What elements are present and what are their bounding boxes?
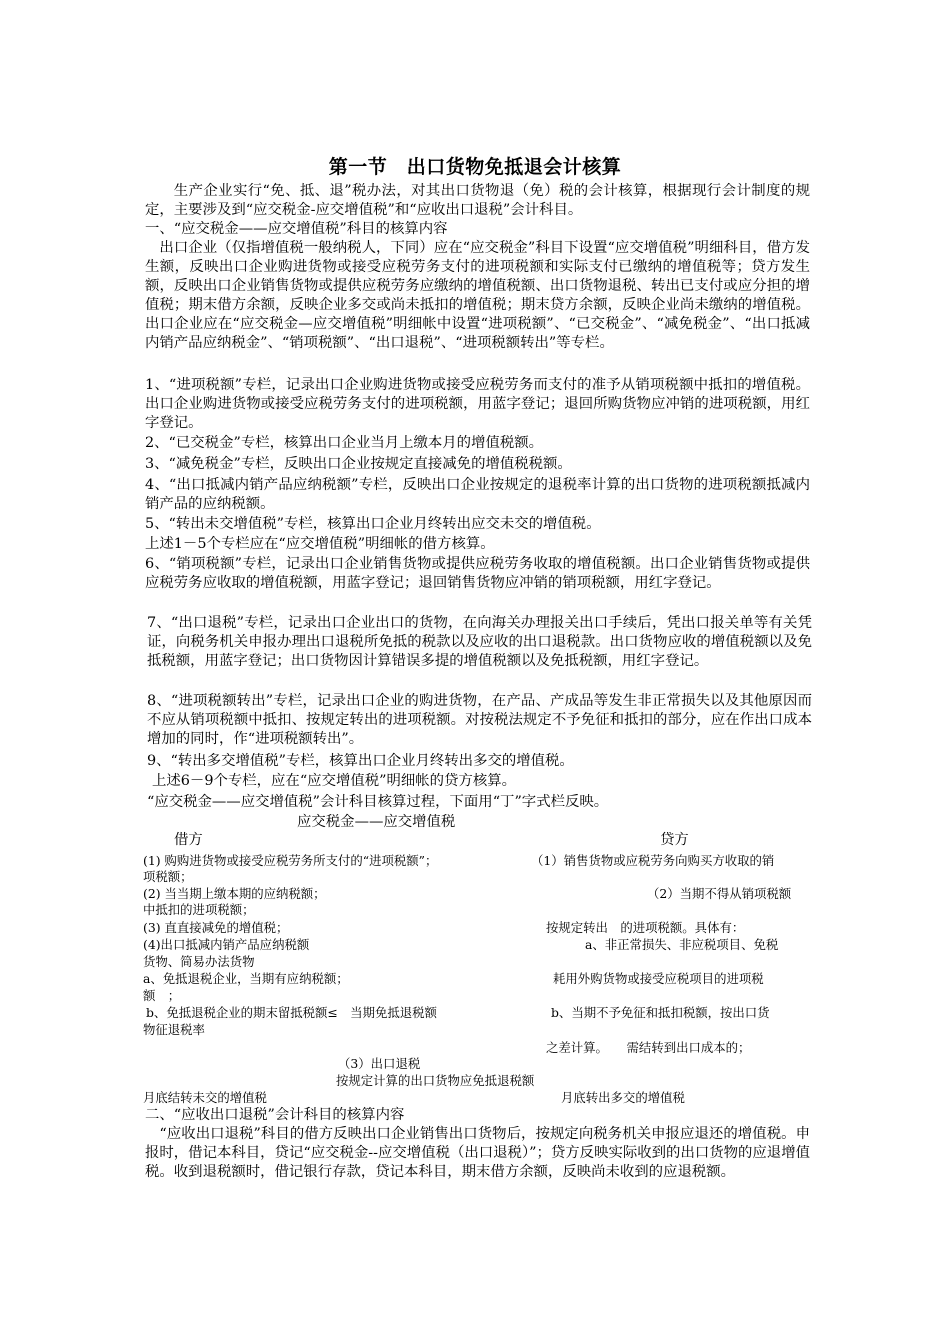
note-credit-columns: 上述6－9个专栏，应在“应交增值税”明细帐的贷方核算。 xyxy=(152,773,517,789)
item-3: 3、“减免税金”专栏，反映出口企业按规定直接减免的增值税税额。 xyxy=(145,456,572,472)
intro-paragraph: 生产企业实行“免、抵、退”税办法，对其出口货物退（免）税的会计核算，根据现行会计制度的规定，主要涉及到“应交税金-应交增值税”和“应收出口退税”会计科目。 xyxy=(145,183,810,218)
debit-line-5: a、免抵退税企业，当期有应纳税额； xyxy=(143,971,349,986)
credit-line-4: a、非正常损失、非应税项目、免税 xyxy=(585,937,779,952)
credit-line-6: b、当期不予免征和抵扣税额，按出口货 xyxy=(551,1005,770,1020)
debit-closing-line: 月底结转未交的增值税 xyxy=(143,1090,267,1105)
credit-line-3: 按规定转出 的进项税额。具体有： xyxy=(546,920,745,935)
t-account-debit-label: 借方 xyxy=(174,832,203,848)
item-2: 2、“已交税金”专栏，核算出口企业当月上缴本月的增值税额。 xyxy=(145,435,544,451)
item-1: 1、“进项税额”专栏，记录出口企业购进货物或接受应税劳务而支付的准予从销项税额中抵扣的增值税。出口企业购进货物或接受应税劳务支付的进项税额，用蓝字登记；退回所购货物应冲销的进项税额，用红字登记。 xyxy=(145,377,810,431)
debit-line-3: (3) 直直接减免的增值税； xyxy=(143,920,289,935)
credit-line-1: （1）销售货物或应税劳务向购买方收取的销 xyxy=(531,853,775,868)
section1-heading: 一、“应交税金——应交增值税”科目的核算内容 xyxy=(145,221,448,237)
item-7: 7、“出口退税”专栏，记录出口企业出口的货物，在向海关办理报关出口手续后，凭出口报关单等有关凭证，向税务机关申报办理出口退税所免抵的税款以及应收的出口退税款。出口货物应收的增值税额以及免抵税额，用蓝字登记；出口货物因计算错误多提的增值税额以及免抵税额，用红字登记。 xyxy=(147,615,812,669)
credit-line-export-refund: （3）出口退税 xyxy=(338,1056,421,1071)
note-debit-columns: 上述1－5个专栏应在“应交增值税”明细帐的借方核算。 xyxy=(145,536,495,552)
credit-line-7: 之差计算。 需结转到出口成本的； xyxy=(546,1040,751,1055)
credit-line-export-refund-detail: 按规定计算的出口货物应免抵退税额 xyxy=(336,1073,535,1088)
section1-body: 出口企业（仅指增值税一般纳税人，下同）应在“应交税金”科目下设置“应交增值税”明细科目，借方发生额，反映出口企业购进货物或接受应税劳务支付的进项税额和实际支付已缴纳的增值税等；贷方发生额，反映出口企业销售货物或提供应税劳务应缴纳的增值税额、出口货物退税、转出已支付或应分担的增值税；期末借方余额，反映企业多交或尚未抵扣的增值税；期末贷方余额，反映企业尚未缴纳的增值税。出口企业应在“应交税金—应交增值税”明细帐中设置“进项税额”、“已交税金”、“减免税金”、“出口抵减内销产品应纳税金”、“销项税额”、“出口退税”、“进项税额转出”等专栏。 xyxy=(145,240,810,351)
t-account-credit-label: 贷方 xyxy=(660,832,689,848)
page-title: 第一节 出口货物免抵退会计核算 xyxy=(328,156,622,178)
debit-line-1: (1) 购购进货物或接受应税劳务所支付的“进项税额”； xyxy=(143,853,438,868)
t-account-name: 应交税金——应交增值税 xyxy=(297,814,456,830)
credit-line-2b: 中抵扣的进项税额； xyxy=(143,902,255,917)
section2-body: “应收出口退税”科目的借方反映出口企业销售出口货物后，按规定向税务机关申报应退还的增值税。申报时，借记本科目，贷记“应交税金--应交增值税（出口退税）”；贷方反映实际收到的出口货物的应退增值税。收到退税额时，借记银行存款，贷记本科目，期末借方余额，反映尚未收到的应退税额。 xyxy=(145,1126,810,1180)
credit-line-1b: 项税额； xyxy=(143,869,193,884)
debit-line-4: (4)出口抵减内销产品应纳税额 xyxy=(143,937,310,952)
credit-line-4b: 货物、简易办法货物 xyxy=(143,954,255,969)
credit-line-5b: 额 ； xyxy=(143,988,181,1003)
debit-line-2: (2) 当当期上缴本期的应纳税额； xyxy=(143,886,326,901)
debit-line-6: b、免抵退税企业的期末留抵税额≤ 当期免抵退税额 xyxy=(146,1005,437,1020)
item-9: 9、“转出多交增值税”专栏，核算出口企业月终转出多交的增值税。 xyxy=(147,753,574,769)
item-8: 8、“进项税额转出”专栏，记录出口企业的购进货物，在产品、产成品等发生非正常损失以及其他原因而不应从销项税额中抵扣、按规定转出的进项税额。对按税法规定不予免征和抵扣的部分，应在作出口成本增加的同时，作“进项税额转出”。 xyxy=(147,693,812,747)
item-5: 5、“转出未交增值税”专栏，核算出口企业月终转出应交未交的增值税。 xyxy=(145,516,601,532)
item-6: 6、“销项税额”专栏，记录出口企业销售货物或提供应税劳务收取的增值税额。出口企业销售货物或提供应税劳务应收取的增值税额，用蓝字登记；退回销售货物应冲销的销项税额，用红字登记。 xyxy=(145,556,810,591)
note-t-account-intro: “应交税金——应交增值税”会计科目核算过程，下面用“丁”字式栏反映。 xyxy=(147,794,609,810)
credit-closing-line: 月底转出多交的增值税 xyxy=(561,1090,685,1105)
item-4: 4、“出口抵减内销产品应纳税额”专栏，反映出口企业按规定的退税率计算的出口货物的进项税额抵减内销产品的应纳税额。 xyxy=(145,477,810,512)
credit-line-2: （2）当期不得从销项税额 xyxy=(647,886,792,901)
credit-line-5: 耗用外购货物或接受应税项目的进项税 xyxy=(553,971,764,986)
credit-line-6b: 物征退税率 xyxy=(143,1022,205,1037)
section2-heading: 二、“应收出口退税”会计科目的核算内容 xyxy=(145,1107,405,1123)
